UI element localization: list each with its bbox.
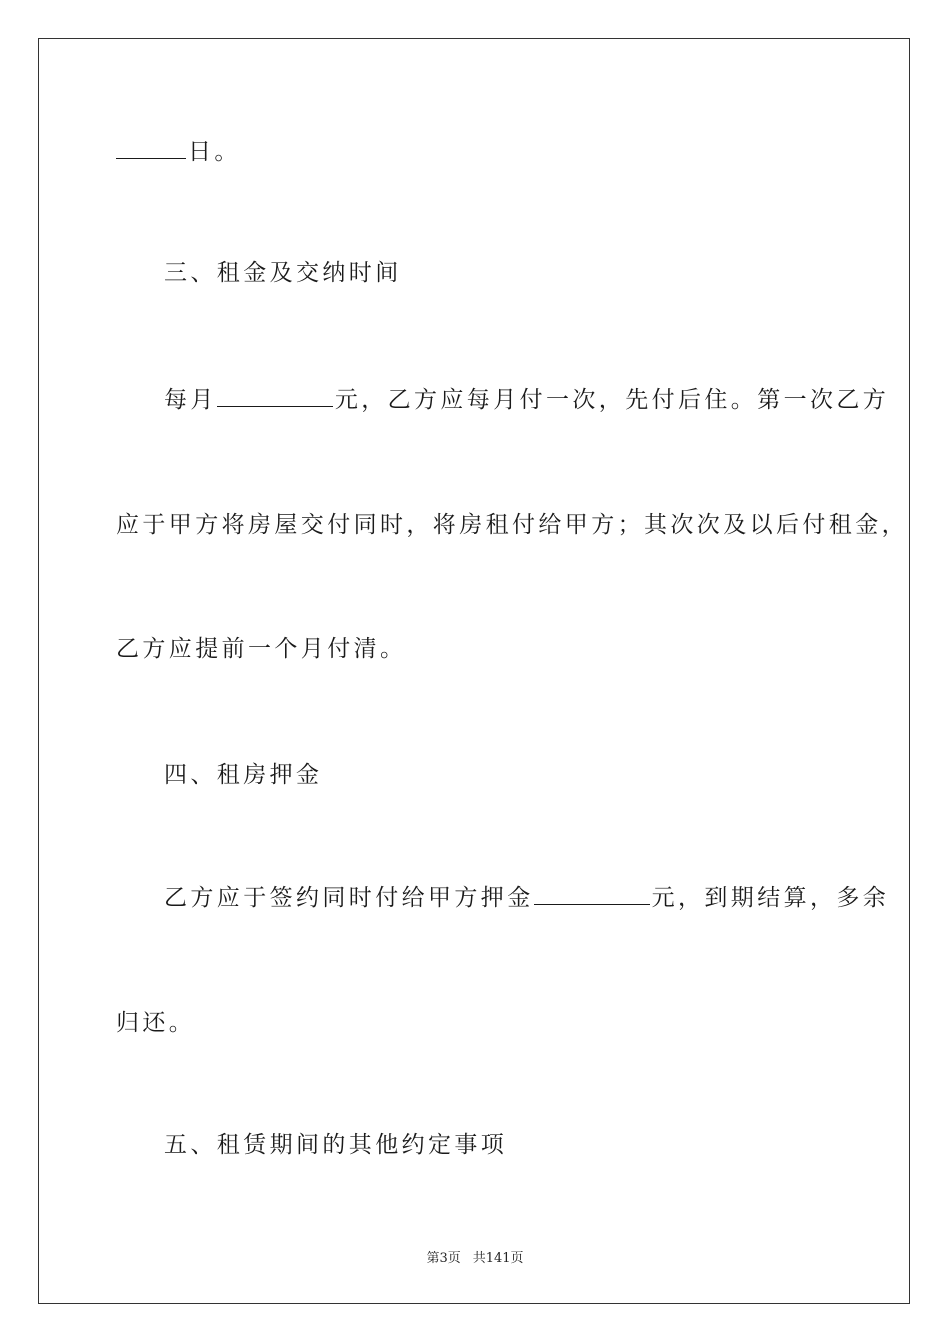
text-line-date-end <box>116 136 241 167</box>
line-text-suffix: 元，到期结算，多余 <box>651 885 890 911</box>
fill-in-blank <box>534 882 650 905</box>
text-line-rent-amount <box>164 384 889 415</box>
fill-in-blank <box>217 384 333 407</box>
page-footer <box>0 1247 950 1266</box>
text-line-deposit-amount <box>164 882 889 913</box>
page-border <box>38 38 910 1304</box>
line-text-prefix: 每月 <box>164 387 217 413</box>
line-text-suffix: 元，乙方应每月付一次，先付后住。第一次乙方 <box>334 387 890 413</box>
text-line-payment: 应于甲方将房屋交付同时，将房租付给甲方；其次次及以后付租金， <box>116 512 908 538</box>
section-heading-deposit: 四、租房押金 <box>164 762 323 788</box>
line-text-prefix: 乙方应于签约同时付给甲方押金 <box>164 885 534 911</box>
fill-in-blank <box>116 136 186 159</box>
page-number: 第3页 <box>426 1251 461 1266</box>
section-heading-other-terms: 五、租赁期间的其他约定事项 <box>164 1132 508 1158</box>
total-pages: 共141页 <box>472 1251 524 1266</box>
text-line-return: 归还。 <box>116 1010 196 1036</box>
section-heading-rent: 三、租金及交纳时间 <box>164 260 402 286</box>
text-line-advance-payment: 乙方应提前一个月付清。 <box>116 636 407 662</box>
line-text: 日。 <box>188 139 241 165</box>
